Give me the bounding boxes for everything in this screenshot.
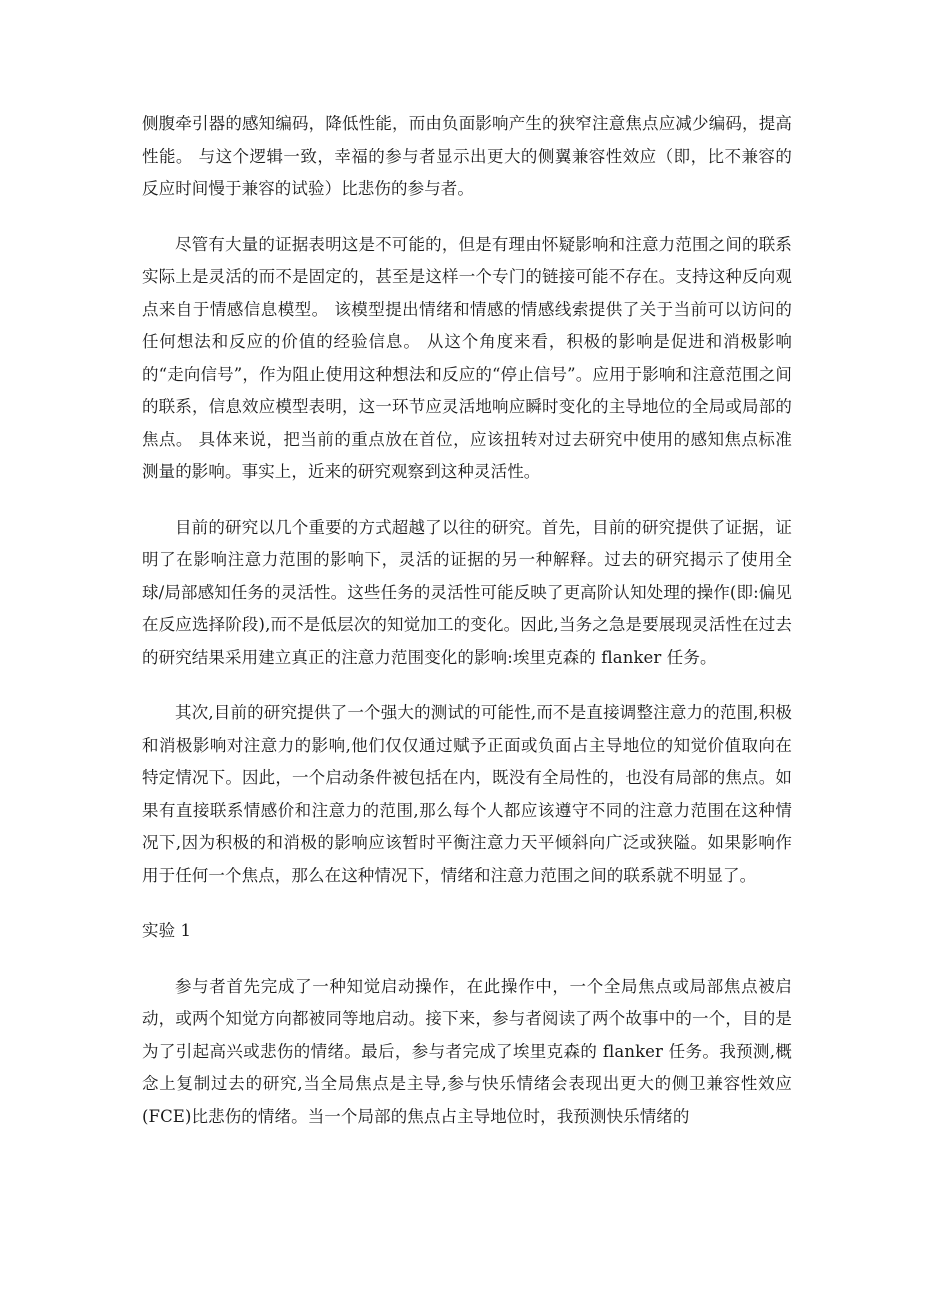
document-body — [142, 108, 792, 1156]
paragraph-3: 目前的研究以几个重要的方式超越了以往的研究。首先，目前的研究提供了证据，证明了在影响注意力范围的影响下，灵活的证据的另一种解释。过去的研究揭示了使用全球/局部感知任务的灵活性。这些任务的灵活性可能反映了更高阶认知处理的操作(即:偏见在反应选择阶段),而不是低层次的知觉加工的变化。因此,当务之急是要展现灵活性在过去的研究结果采用建立真正的注意力范围变化的影响:埃里克森的 flanker 任务。 — [142, 517, 792, 667]
paragraph-2: 尽管有大量的证据表明这是不可能的，但是有理由怀疑影响和注意力范围之间的联系实际上是灵活的而不是固定的，甚至是这样一个专门的链接可能不存在。支持这种反向观点来自于情感信息模型。 该模型提出情绪和情感的情感线索提供了关于当前可以访问的任何想法和反应的价值的经验信息。 从这个角度来看，积极的影响是促进和消极影响的“走向信号”，作为阻止使用这种想法和反应的“停止信号”。应用于影响和注意范围之间的联系，信息效应模型表明，这一环节应灵活地响应瞬时变化的主导地位的全局或局部的焦点。 具体来说，把当前的重点放在首位，应该扭转对过去研究中使用的感知焦点标准测量的影响。事实上，近来的研究观察到这种灵活性。 — [142, 234, 792, 481]
paragraph-5: 参与者首先完成了一种知觉启动操作，在此操作中，一个全局焦点或局部焦点被启动，或两个知觉方向都被同等地启动。接下来，参与者阅读了两个故事中的一个，目的是为了引起高兴或悲伤的情绪。最后，参与者完成了埃里克森的 flanker 任务。我预测,概念上复制过去的研究,当全局焦点是主导,参与快乐情绪会表现出更大的侧卫兼容性效应(FCE)比悲伤的情绪。当一个局部的焦点占主导地位时，我预测快乐情绪的 — [142, 976, 792, 1126]
paragraph-4: 其次,目前的研究提供了一个强大的测试的可能性,而不是直接调整注意力的范围,积极和消极影响对注意力的影响,他们仅仅通过赋予正面或负面占主导地位的知觉价值取向在特定情况下。因此，一个启动条件被包括在内，既没有全局性的，也没有局部的焦点。如果有直接联系情感价和注意力的范围,那么每个人都应该遵守不同的注意力范围在这种情况下,因为积极的和消极的影响应该暂时平衡注意力天平倾斜向广泛或狭隘。如果影响作用于任何一个焦点，那么在这种情况下，情绪和注意力范围之间的联系就不明显了。 — [142, 703, 792, 885]
paragraph-1: 侧腹牵引器的感知编码，降低性能，而由负面影响产生的狭窄注意焦点应减少编码，提高性能。 与这个逻辑一致，幸福的参与者显示出更大的侧翼兼容性效应（即，比不兼容的反应时间慢于兼容的试验）比悲伤的参与者。 — [142, 114, 792, 198]
section-heading-experiment-1: 实验 1 — [142, 921, 192, 940]
